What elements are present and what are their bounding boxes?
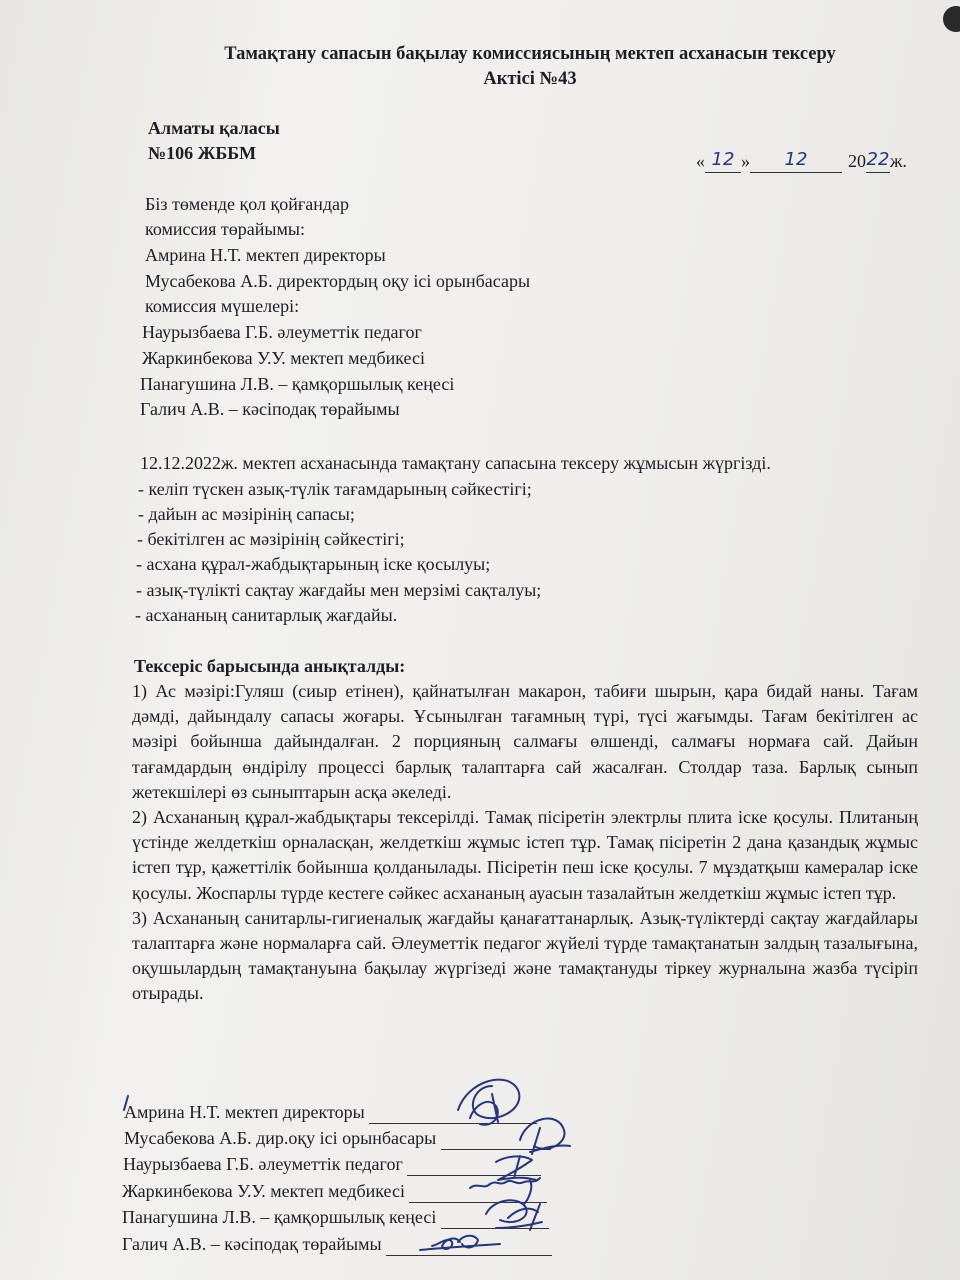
city-label: Алматы қаласы <box>148 118 280 138</box>
check-line: - асхананың санитарлық жағдайы. <box>135 605 398 625</box>
intro-line: Амрина Н.Т. мектеп директоры <box>145 245 386 265</box>
signatory-name: Жаркинбекова У.У. мектеп медбикесі <box>122 1181 405 1201</box>
date-year-suffix: 22 <box>866 149 890 170</box>
finding-paragraph: 1) Ас мәзірі:Гуляш (сиыр етінен), қайнатылған макарон, табиғи шырын, қара бидай наны. Тағам дәмді, дайындалу сапасы жоғары. Ұсынылған тағамның түрі, түсі жағымды. Тағам бекітілген ас мәзірі бойынша дайындалған. 2 порцияның салмағы өлшенді, салмағы нормаға сай. Дайын тағамдардың өндірілу процессі барлық талаптарға сай жасалған. Столдар таза. Барлық сынып жетекшілері өз сыныптарын асқа әкеледі. <box>132 681 918 802</box>
check-line: - асхана құрал-жабдықтарының іске қосылуы; <box>136 554 491 574</box>
signatory-line <box>122 1179 547 1203</box>
signatory-name: Мусабекова А.Б. дир.оқу ісі орынбасары <box>124 1128 437 1148</box>
check-line: - дайын ас мәзірінің сапасы; <box>138 504 355 524</box>
signatory-line <box>124 1100 537 1124</box>
check-line: - азық-түлікті сақтау жағдайы мен мерзімі сақталуы; <box>136 580 542 600</box>
intro-line: Мусабекова А.Б. директордың оқу ісі орынбасары <box>145 271 531 291</box>
intro-line: комиссия төрайымы: <box>145 219 305 239</box>
check-line: 12.12.2022ж. мектеп асханасында тамақтану сапасына тексеру жұмысын жүргізді. <box>140 453 771 473</box>
signatory-name: Панагушина Л.В. – қамқоршылық кеңесі <box>122 1207 437 1227</box>
signatory-name: Галич А.В. – кәсіподақ төрайымы <box>122 1234 382 1254</box>
signatory-name: Наурызбаева Г.Б. әлеуметтік педагог <box>123 1154 403 1174</box>
signature-blank <box>369 1123 537 1124</box>
check-line: - келіп түскен азық-түлік тағамдарының сәйкестігі; <box>138 479 532 499</box>
findings-heading: Тексеріс барысында анықталды: <box>134 656 406 676</box>
signature-blank <box>407 1175 541 1176</box>
intro-line: Панагушина Л.В. – қамқоршылық кеңесі <box>140 374 455 394</box>
intro-line: Наурызбаева Г.Б. әлеуметтік педагог <box>142 322 422 342</box>
date-close-quote: » <box>741 151 750 171</box>
intro-line: комиссия мүшелері: <box>145 296 300 316</box>
signature-blank <box>441 1149 551 1150</box>
signature-blank <box>441 1228 549 1229</box>
date-month: 12 <box>784 149 808 170</box>
findings-block <box>132 679 918 1007</box>
signatory-line <box>123 1152 541 1176</box>
signatory-line <box>122 1205 549 1229</box>
document-title-line2: Актісі №43 <box>483 69 577 89</box>
date-open-quote: « <box>696 151 705 171</box>
date-field <box>696 147 907 173</box>
intro-line: Галич А.В. – кәсіподақ төрайымы <box>140 399 400 419</box>
date-year-unit: ж. <box>890 151 907 171</box>
date-year-prefix: 20 <box>848 151 866 171</box>
punch-hole <box>943 6 960 32</box>
signature-blank <box>386 1255 552 1256</box>
intro-line: Біз төменде қол қойғандар <box>145 194 349 214</box>
signature-blank <box>409 1202 547 1203</box>
intro-line: Жаркинбекова У.У. мектеп медбикесі <box>142 348 425 368</box>
signatory-name: Амрина Н.Т. мектеп директоры <box>124 1102 365 1122</box>
school-label: №106 ЖББМ <box>148 143 257 163</box>
check-line: - бекітілген ас мәзірінің сәйкестігі; <box>137 529 405 549</box>
signatory-line <box>124 1126 551 1150</box>
date-day: 12 <box>711 149 735 170</box>
finding-paragraph: 3) Асхананың санитарлы-гигиеналық жағдайы қанағаттанарлық. Азық-түліктерді сақтау жағдайлары талаптарға және нормаларға сай. Әлеуметтік педагог жүйелі түрде тамақтанатын залдың тазалығына, оқушылардың тамақтануына бақылау жүргізеді және тамақтануды тіркеу журналына жазба түсіріп отырады. <box>132 907 918 1004</box>
signatory-line <box>122 1232 552 1256</box>
finding-paragraph: 2) Асхананың құрал-жабдықтары тексерілді. Тамақ пісіретін электрлы плита іске қосулы. Плитаның үстінде желдеткіш орналасқан, желдеткіш жұмыс істеп тұр. Тамақ пісіретін 2 дана қазандық жұмыс істеп тұр, қажеттілік бойынша қолданылады. Пісіретін пеш іске қосулы. 7 мұздатқыш камералар іске қосулы. Жоспарлы түрде кестеге сәйкес асхананың ауасын тазалайтын желдеткіш жұмыс істеп тұр. <box>132 807 918 903</box>
document-title-line1: Тамақтану сапасын бақылау комиссиясының мектеп асханасын тексеру <box>224 44 836 64</box>
